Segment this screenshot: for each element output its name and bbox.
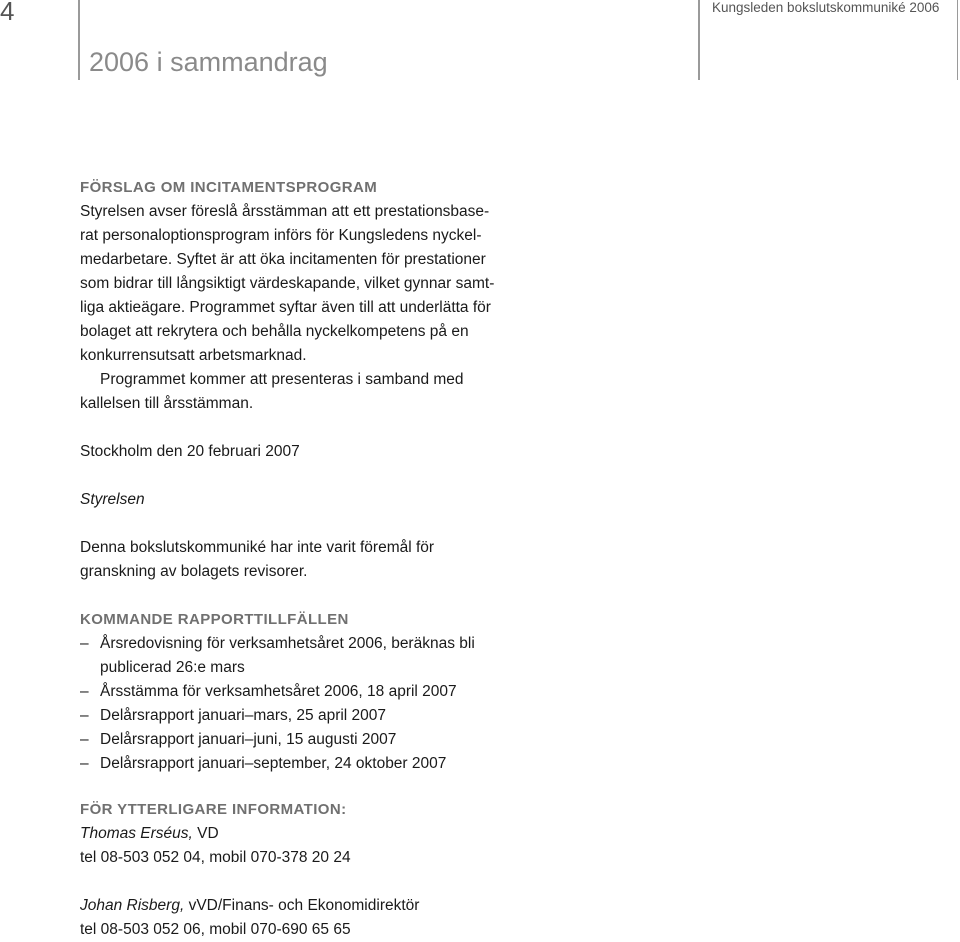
incentive-line: konkurrensutsatt arbetsmarknad. [80,347,307,364]
contact-heading: FÖR YTTERLIGARE INFORMATION: [80,801,347,818]
incentive-line: liga aktieägare. Programmet syftar även till att underlätta för [80,299,491,316]
reports-section [80,608,520,776]
audit-note-line: granskning av bolagets revisorer. [80,563,308,580]
dash: – [80,635,89,652]
header-rule-left [78,0,80,80]
spacer [80,512,520,536]
header-rule-middle [698,0,700,80]
list-item-text: Delårsrapport januari–mars, 25 april 2007 [100,707,387,724]
contact-title: vVD/Finans- och Ekonomidirektör [184,897,420,914]
list-item-text: Delårsrapport januari–september, 24 oktober 2007 [100,755,447,772]
contact-name: Johan Risberg, [80,897,185,914]
contact-section [80,798,520,942]
list-item [80,704,520,728]
dash: – [80,755,89,772]
page-title: 2006 i sammandrag [89,47,328,77]
spacer [80,870,520,894]
incentive-line: medarbetare. Syftet är att öka incitamenten för prestationer [80,251,486,268]
spacer [80,584,520,608]
incentive-line: bolaget att rekrytera och behålla nyckelkompetens på en [80,323,469,340]
incentive-section [80,176,520,416]
spacer [80,416,520,440]
reports-heading: KOMMANDE RAPPORTTILLFÄLLEN [80,611,349,628]
list-item-text: Årsredovisning för verksamhetsåret 2006, beräknas bli [100,635,475,652]
list-item [80,728,520,752]
contact-name-line [80,894,520,918]
list-item-text: publicerad 26:e mars [100,659,245,676]
incentive-line: som bidrar till långsiktigt värdeskapande, vilket gynnar samt- [80,275,495,292]
list-item-text: Årsstämma för verksamhetsåret 2006, 18 april 2007 [100,683,457,700]
incentive-heading: FÖRSLAG OM INCITAMENTSPROGRAM [80,179,378,196]
audit-note-line: Denna bokslutskommuniké har inte varit föremål för [80,539,435,556]
incentive-line: Styrelsen avser föreslå årsstämman att ett prestationsbase- [80,203,490,220]
spacer [80,464,520,488]
running-head: Kungsleden bokslutskommuniké 2006 [712,0,940,15]
contact-phone: tel 08-503 052 06, mobil 070-690 65 65 [80,921,351,938]
list-item [80,752,520,776]
spacer [80,776,520,798]
dash: – [80,683,89,700]
list-item [80,632,520,680]
dash: – [80,707,89,724]
incentive-line: rat personaloptionsprogram införs för Kungsledens nyckel- [80,227,482,244]
page-content [80,176,520,942]
list-item [80,680,520,704]
contact-name-line [80,822,520,846]
contact-name: Thomas Erséus, [80,825,193,842]
contact-phone: tel 08-503 052 04, mobil 070-378 20 24 [80,849,351,866]
incentive-line: kallelsen till årsstämman. [80,395,254,412]
header-rule-right [957,0,958,80]
list-item-text: Delårsrapport januari–juni, 15 augusti 2007 [100,731,397,748]
contact-title: VD [192,825,219,842]
page-number: 4 [0,0,15,26]
place-date: Stockholm den 20 februari 2007 [80,443,300,460]
dash: – [80,731,89,748]
signatory: Styrelsen [80,491,145,508]
incentive-line: Programmet kommer att presenteras i samband med [100,371,464,388]
